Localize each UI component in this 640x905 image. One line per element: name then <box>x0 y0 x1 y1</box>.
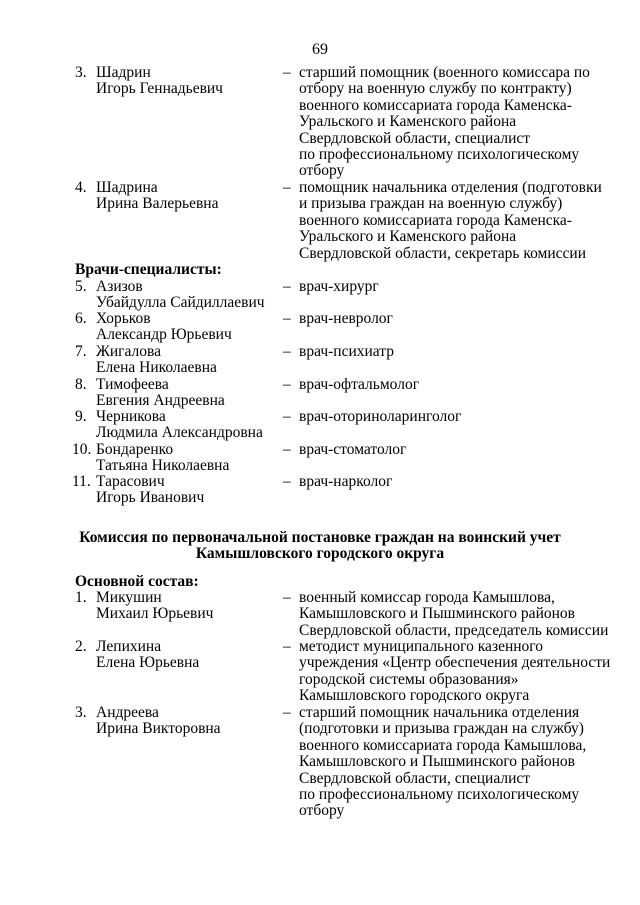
member-position <box>299 442 619 458</box>
member-position-line: по профессиональному психологическому <box>299 786 580 804</box>
member-position-line: военного комиссариата города Каменска- <box>299 96 572 114</box>
member-name-line: Людмила Александровна <box>96 424 263 442</box>
dash-separator: – <box>283 64 291 81</box>
member-number: 1. <box>75 589 87 606</box>
specialists-heading: Врачи-специалисты: <box>75 261 222 278</box>
member-position-line: Свердловской области, специалист <box>299 129 531 147</box>
dash-separator: – <box>283 589 291 606</box>
member-position-line: учреждения «Центр обеспечения деятельности <box>299 654 611 672</box>
member-position-line: врач-стоматолог <box>299 441 407 458</box>
member-number: 6. <box>75 310 87 327</box>
dash-separator: – <box>283 278 291 295</box>
member-position-line: старший помощник (военного комиссара по <box>299 64 590 81</box>
member-name <box>96 639 286 672</box>
member-number: 3. <box>75 64 87 81</box>
member-name-line: Андреева <box>96 704 159 721</box>
member-number: 9. <box>75 408 87 425</box>
member-name-line: Азизов <box>96 278 143 295</box>
member-number: 3. <box>75 704 87 721</box>
member-position-line: отбору <box>299 802 345 820</box>
member-position-line: старший помощник начальника отделения <box>299 704 580 721</box>
member-name <box>96 279 286 312</box>
member-number: 7. <box>75 343 87 360</box>
member-name-line: Игорь Геннадьевич <box>96 80 223 98</box>
member-position-line: Уральского и Каменского района <box>299 113 517 131</box>
member-name-line: Хорьков <box>96 310 151 327</box>
member-position <box>299 590 619 639</box>
member-name-line: Ирина Викторовна <box>96 720 221 738</box>
member-position <box>299 705 619 820</box>
member-name <box>96 409 286 442</box>
member-position-line: отбору на военную службу по контракту) <box>299 80 572 98</box>
member-name-line: Шадрина <box>96 179 158 196</box>
dash-separator: – <box>283 179 291 196</box>
member-number: 5. <box>75 278 87 295</box>
member-position-line: врач-оториноларинголог <box>299 408 462 425</box>
member-position <box>299 279 619 295</box>
member-number: 8. <box>75 376 87 393</box>
member-name-line: Убайдулла Сайдиллаевич <box>96 294 265 312</box>
member-name <box>96 311 286 344</box>
member-name <box>96 705 286 738</box>
member-position-line: военного комиссариата города Каменска- <box>299 211 572 229</box>
member-position-line: отбору <box>299 162 345 180</box>
member-position-line: Уральского и Каменского района <box>299 228 517 246</box>
member-position <box>299 311 619 327</box>
member-name-line: Игорь Иванович <box>96 489 205 507</box>
member-name <box>96 344 286 377</box>
member-position-line: военного комиссариата города Камышлова, <box>299 736 587 754</box>
member-position-line: Свердловской области, секретарь комиссии <box>299 244 586 262</box>
member-number: 2. <box>75 638 87 655</box>
member-name <box>96 474 286 507</box>
dash-separator: – <box>283 473 291 490</box>
member-name <box>96 180 286 213</box>
member-position-line: Камышловского и Пышминского районов <box>299 753 575 771</box>
member-name-line: Черникова <box>96 408 166 425</box>
member-position-line: Свердловской области, председатель комиссии <box>299 621 609 639</box>
member-name-line: Александр Юрьевич <box>96 326 232 344</box>
member-name <box>96 65 286 98</box>
member-position <box>299 474 619 490</box>
commission-title-line-2: Камышловского городского округа <box>195 545 445 562</box>
member-position <box>299 377 619 393</box>
member-position <box>299 639 619 705</box>
member-position-line: и призыва граждан на военную службу) <box>299 195 563 213</box>
page-number: 69 <box>312 41 328 58</box>
member-position-line: врач-хирург <box>299 278 379 295</box>
member-name-line: Тимофеева <box>96 376 169 393</box>
member-position-line: (подготовки и призыва граждан на службу) <box>299 720 584 738</box>
member-name-line: Ирина Валерьевна <box>96 195 219 213</box>
member-position-line: методист муниципального казенного <box>299 638 544 655</box>
member-position-line: по профессиональному психологическому <box>299 146 580 164</box>
main-composition-heading: Основной состав: <box>75 573 199 590</box>
member-position-line: врач-офтальмолог <box>299 376 420 393</box>
member-position <box>299 180 619 262</box>
dash-separator: – <box>283 376 291 393</box>
dash-separator: – <box>283 310 291 327</box>
member-position-line: Камышловского и Пышминского районов <box>299 605 575 623</box>
member-name-line: Татьяна Николаевна <box>96 457 230 475</box>
member-position-line: помощник начальника отделения (подготовки <box>299 179 602 196</box>
member-name <box>96 590 286 623</box>
dash-separator: – <box>283 408 291 425</box>
member-name-line: Микушин <box>96 589 162 606</box>
member-position-line: врач-психиатр <box>299 343 394 360</box>
member-name-line: Евгения Андреевна <box>96 392 225 410</box>
member-position-line: врач-невролог <box>299 310 393 327</box>
member-position-line: городской системы образования» <box>299 670 519 688</box>
member-name-line: Шадрин <box>96 64 151 81</box>
member-name <box>96 377 286 410</box>
member-number: 4. <box>75 179 87 196</box>
member-position-line: военный комиссар города Камышлова, <box>299 589 555 606</box>
member-position <box>299 344 619 360</box>
member-name <box>96 442 286 475</box>
member-position <box>299 65 619 180</box>
commission-title-line-1: Комиссия по первоначальной постановке граждан на воинский учет <box>79 529 561 546</box>
member-name-line: Бондаренко <box>96 441 174 458</box>
member-number: 10. <box>72 441 92 458</box>
member-name-line: Елена Николаевна <box>96 359 217 377</box>
member-position-line: Свердловской области, специалист <box>299 769 531 787</box>
dash-separator: – <box>283 343 291 360</box>
member-name-line: Тарасович <box>96 473 165 490</box>
member-name-line: Жигалова <box>96 343 162 360</box>
dash-separator: – <box>283 441 291 458</box>
member-name-line: Лепихина <box>96 638 162 655</box>
member-number: 11. <box>72 473 91 490</box>
member-position-line: врач-нарколог <box>299 473 393 490</box>
member-position-line: Камышловского городского округа <box>299 687 530 705</box>
dash-separator: – <box>283 638 291 655</box>
member-position <box>299 409 619 425</box>
dash-separator: – <box>283 704 291 721</box>
member-name-line: Михаил Юрьевич <box>96 605 214 623</box>
member-name-line: Елена Юрьевна <box>96 654 200 672</box>
